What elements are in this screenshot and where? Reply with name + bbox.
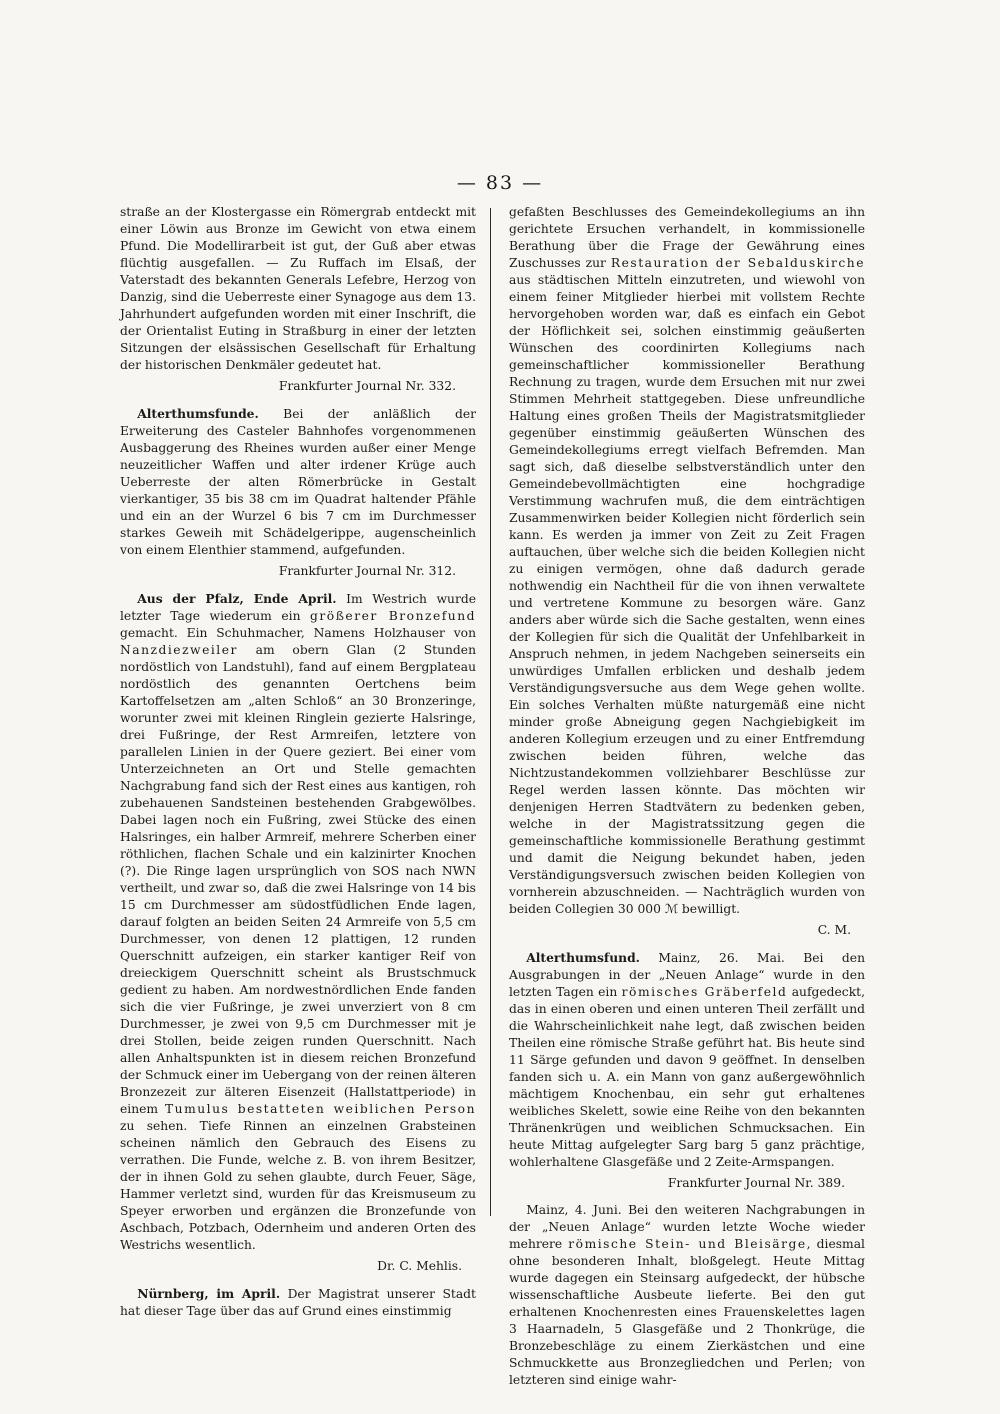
article-pfalz bbox=[120, 590, 476, 1254]
source-citation: Frankfurter Journal Nr. 389. bbox=[667, 1176, 845, 1190]
spaced-text: römisches Gräberfeld bbox=[621, 985, 788, 999]
article-nuernberg-continued bbox=[509, 204, 865, 918]
source-citation: Frankfurter Journal Nr. 312. bbox=[278, 564, 456, 578]
article-text: Mainz, 26. Mai. Bei den Ausgrabungen in der „Neuen Anlage“ wurde in den letzten Tagen ein bbox=[509, 951, 865, 999]
article-text: Der Magistrat unserer Stadt hat dieser Tage über das auf Grund eines einstimmig bbox=[120, 1287, 476, 1318]
article-nuernberg bbox=[120, 1285, 476, 1320]
article-mainz-juni bbox=[509, 1202, 865, 1389]
article-text: Mainz, 4. Juni. Bei den weiteren Nachgrabungen in der „Neuen Anlage“ wurden letzte Woche wieder mehrere bbox=[509, 1203, 865, 1251]
article-heading: Alterthumsfund. bbox=[526, 950, 640, 965]
article-text: zu sehen. Tiefe Rinnen an einzelnen Grabsteinen scheinen nämlich den Gebrauch des Eisens zu verrathen. Die Funde, welche z. B. von ihrem Besitzer, der in ihnen Gold zu sehen glaubte, durch Feuer, Säge, Hammer verletzt sind, wurden für das Kreismuseum zu Speyer erworben und ergänzen die Bronzefunde von Aschbach, Potzbach, Odernheim und anderen Orten des Westrichs wesentlich. bbox=[120, 1119, 476, 1252]
article-text: Bei der anläßlich der Erweiterung des Casteler Bahnhofes vorgenommenen Ausbaggerung des Rheines wurden außer einer Menge neuzeitlicher Waffen und alter irdener Krüge auch Ueberreste der alten Römerbrücke in Gestalt vierkantiger, 35 bis 38 cm im Quadrat haltender Pfähle und ein an der Wurzel 6 bis 7 cm im Durchmesser starkes Geweih mit Schädelgerippe, augenscheinlich von einem Elenthier stammend, aufgefunden. bbox=[120, 407, 476, 557]
article-alterthumsfund-mainz bbox=[509, 949, 865, 1171]
spaced-text: Restauration der Sebalduskirche bbox=[610, 256, 865, 270]
article-alterthumsfunde bbox=[120, 405, 476, 559]
article-heading: Nürnberg, im April. bbox=[137, 1286, 281, 1301]
column-divider bbox=[490, 208, 491, 1216]
left-column bbox=[120, 204, 476, 1324]
article-text-rombergrab: straße an der Klostergasse ein Römergrab entdeckt mit einer Löwin aus Bronze im Gewicht von etwa einem Pfund. Die Modellirarbeit ist gut, der Guß aber etwas flüchtig ausgefallen. — Zu Ruffach im Elsaß, der Vaterstadt des bekannten Generals Lefebre, Herzog von Danzig, sind die Ueberreste einer Synagoge aus dem 13. Jahrhundert aufgefunden worden mit einer Inschrift, die der Orientalist Euting in Straßburg in einer der letzten Sitzungen der elsässischen Gesellschaft für Erhaltung der historischen Denkmäler gedeutet hat. bbox=[120, 205, 476, 372]
article-text: gemacht. Ein Schuhmacher, Namens Holzhauser von bbox=[120, 626, 476, 640]
spaced-text: größerer Bronzefund bbox=[310, 609, 477, 623]
article-heading: Alterthumsfunde. bbox=[137, 406, 259, 421]
article-text: Im Westrich wurde letzter Tage wiederum ein bbox=[120, 592, 476, 623]
spaced-text: Tumulus bestatteten weiblichen Person bbox=[164, 1102, 476, 1116]
source-citation: Frankfurter Journal Nr. 332. bbox=[278, 379, 456, 393]
spaced-text: römische Stein- und Bleisärge bbox=[568, 1237, 807, 1251]
page-number: — 83 — bbox=[456, 172, 544, 194]
article-heading: Aus der Pfalz, Ende April. bbox=[137, 591, 337, 606]
article-text: aus städtischen Mitteln einzutreten, und wiewohl von einem feiner Mitglieder hierbei mit vollstem Rechte hervorgehoben worden war, daß es einfach ein Gebot der Höflichkeit sei, solchen einstimmig geäußerten Wünschen des coordinirten Kollegiums nach gemeinschaftlicher kommissioneller Berathung Rechnung zu tragen, wurde dem Ersuchen mit nur zwei Stimmen Mehrheit stattgegeben. Diese unfreundliche Haltung eines großen Theils der Magistratsmitglieder gegenüber einstimmig geäußerten Wünschen des Gemeindekollegiums erregt vielfach Befremden. Man sagt sich, daß dieselbe selbstverständlich unter den Gemeindebevollmächtigten eine hochgradige Verstimmung wachrufen muß, die dem einträchtigen Zusammenwirken beider Kollegien nicht förderlich sein kann. Es werden ja immer von Zeit zu Zeit Fragen auftauchen, über welche sich die beiden Kollegien nicht zu einigen vermögen, ohne daß dadurch gerade nothwendig ein Nachtheil für die von ihnen verwaltete und vertretene Kommune zu besorgen wäre. Ganz anders aber würde sich die Sache gestalten, wenn eines der Kollegien für sich die Qualität der Unfehlbarkeit in Anspruch nehmen, in jedem Nachgeben seinerseits ein unwürdiges Umfallen erblicken und deshalb jedem Verständigungsversuche aus dem Wege gehen wollte. Ein solches Verhalten müßte naturgemäß eine nicht minder große Abneigung gegen Nachgiebigkeit im anderen Kollegium erzeugen und zu einer Entfremdung zwischen beiden führen, welche das Nichtzustandekommen vollziehbarer Beschlüsse zur Regel werden lassen könnte. Das möchten wir denjenigen Herren Stadtvätern zu bedenken geben, welche in der Magistratssitzung gegen die gemeinschaftliche kommissionelle Berathung gestimmt und damit die Neigung bekundet haben, jeden Verständigungsversuch zwischen beiden Kollegien von vornherein abzuschneiden. — Nachträglich wurden von beiden Collegien 30 000 ℳ bewilligt. bbox=[509, 273, 865, 916]
author-signature: Dr. C. Mehlis. bbox=[377, 1259, 462, 1273]
article-text: aufgedeckt, das in einen oberen und einen unteren Theil zerfällt und die Wahrscheinlichkeit nahe legt, daß zwischen beiden Theilen eine römische Straße geführt hat. Bis heute sind 11 Särge gefunden und davon 9 geöffnet. In denselben fanden sich u. A. ein Mann von ganz außergewöhnlich mächtigem Knochenbau, ein sehr gut erhaltenes weibliches Skelett, sowie eine Reihe von den bekannten Thränenkrügen und weiblichen Schmucksachen. Ein heute Mittag aufgelegter Sarg barg 5 ganz prächtige, wohlerhaltene Glasgefäße und 2 Zeite-Armspangen. bbox=[509, 985, 865, 1169]
author-signature: C. M. bbox=[817, 923, 851, 937]
article-text: , diesmal ohne besonderen Inhalt, bloßgelegt. Heute Mittag wurde dagegen ein Steinsarg aufgedeckt, der hübsche wissenschaftliche Ausbeute lieferte. Bei den gut erhaltenen Knochenresten eines Frauenskelettes lagen 3 Haarnadeln, 5 Glasgefäße und 2 Thonkrüge, die Bronzebeschläge zu einem Zierkästchen und eine Schmuckkette aus Bronzegliedchen und Perlen; von letzteren sind einige wahr- bbox=[509, 1237, 865, 1387]
right-column bbox=[509, 204, 865, 1393]
spaced-text: Nanzdiezweiler bbox=[120, 643, 238, 657]
article-text: am obern Glan (2 Stunden nordöstlich von Landstuhl), fand auf einem Bergplateau nordöstlich des genannten Oertchens beim Kartoffelsetzen am „alten Schloß“ an 30 Bronzeringe, worunter zwei mit kleinen Ringlein gezierte Halsringe, drei Fußringe, der Rest Armreifen, letztere von parallelen Linien in der Quere geziert. Bei einer vom Unterzeichneten an Ort und Stelle gemachten Nachgrabung fand sich der Rest eines aus kantigen, roh zubehauenen Sandsteinen bestehenden Grabgewölbes. Dabei lagen noch ein Fußring, zwei Stücke des einen Halsringes, ein halber Armreif, mehrere Scherben einer röthlichen, flachen Schale und ein kalzinirter Knochen (?). Die Ringe lagen ursprünglich von SOS nach NWN vertheilt, und zwar so, daß die zwei Halsringe von 14 bis 15 cm Durchmesser am südostfüdlichen Ende lagen, darauf folgten an beiden Seiten 24 Armreife von 5,5 cm Durchmesser, von denen 12 plattigen, 12 runden Querschnitt aufzeigen, ein starker kantiger Reif von dreieckigem Querschnitt scheint als Brustschmuck gedient zu haben. Am nordwestnördlichen Ende fanden sich die vier Fußringe, je zwei unverziert von 8 cm Durchmesser, je zwei von 9,5 cm Durchmesser mit je drei Stollen, beide zeigen runden Querschnitt. Nach allen Anhaltspunkten ist in diesem reichen Bronzefund der Schmuck einer im Uebergang von der reinen älteren Bronzezeit zur älteren Eisenzeit (Hallstattperiode) in einem bbox=[120, 643, 476, 1116]
article-text: gefaßten Beschlusses des Gemeindekollegiums an ihn gerichtete Ersuchen verhandelt, in kommissionelle Berathung über die Frage der Gewährung eines Zuschusses zur bbox=[509, 205, 865, 270]
